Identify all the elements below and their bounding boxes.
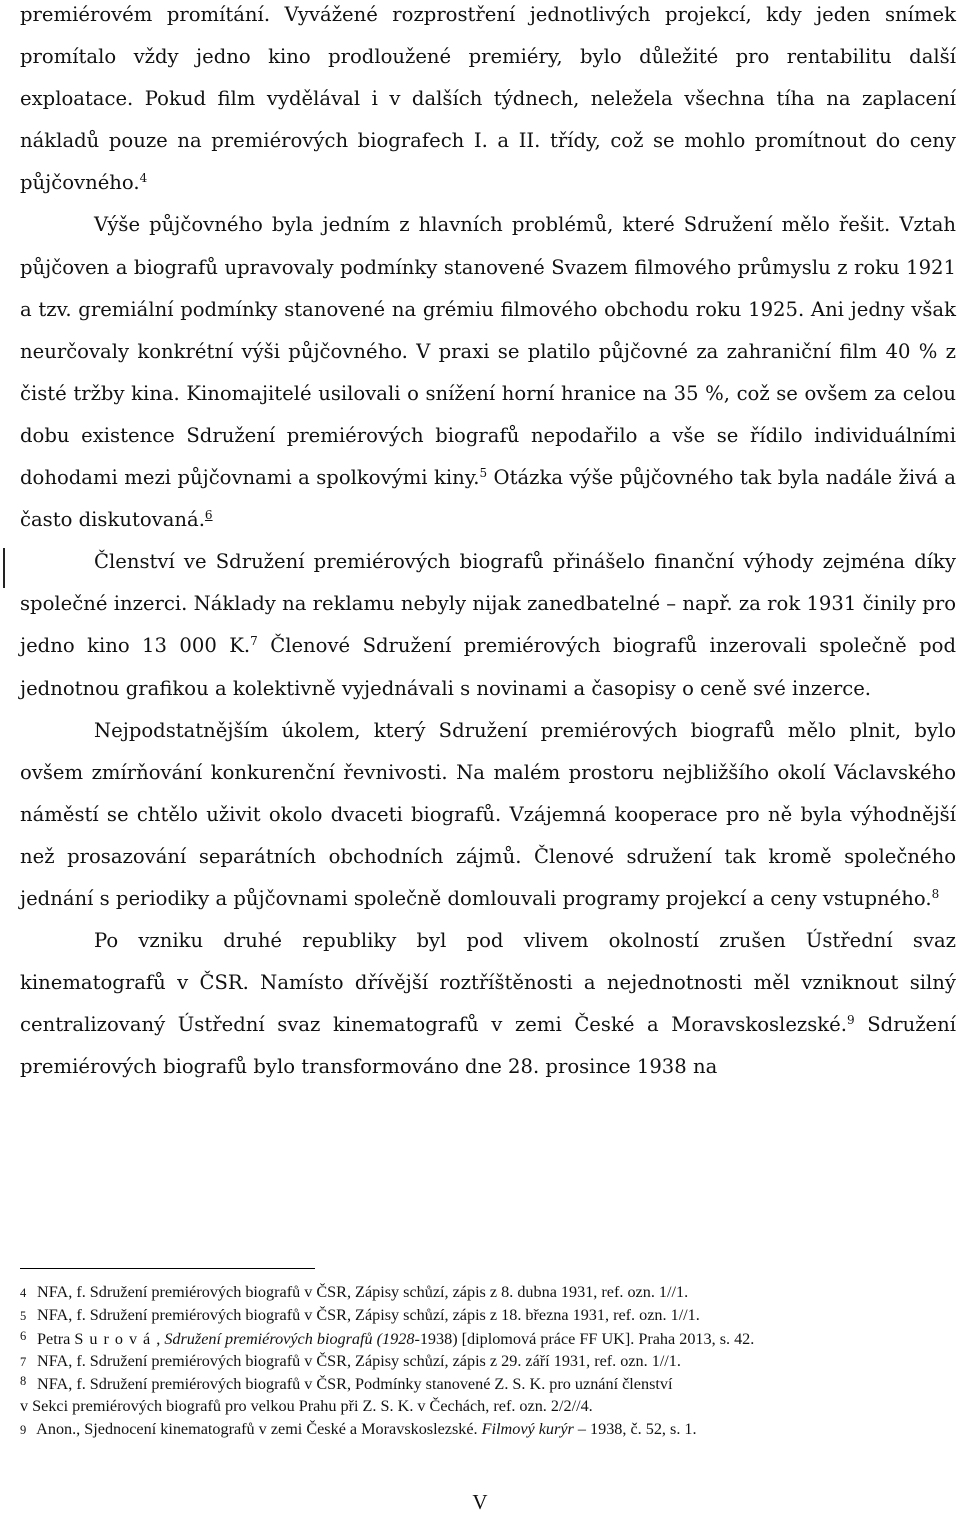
body-text <box>20 0 956 1088</box>
paragraph-1: premiérovém promítání. Vyvážené rozprostření jednotlivých projekcí, kdy jeden snímek promítalo vždy jedno kino prodloužené premiéry, bylo důležité pro rentabilitu další exploatace. Pokud film vydělával i v dalších týdnech, neležela všechna tíha na zaplacení nákladů pouze na premiérových biografech I. a II. třídy, což se mohlo promítnout do ceny půjčovného.$^4$ <box>20 3 956 195</box>
footnote-ref-7[interactable]: 7 <box>250 634 258 649</box>
paragraph-4: Nejpodstatnějším úkolem, který Sdružení premiérových biografů mělo plnit, bylo ovšem zmírňování konkurenční řevnivosti. Na malém prostoru nejbližšího okolí Václavského náměstí se chtělo uživit okolo dvaceti biografů. Vzájemná kooperace pro ně byla výhodnější než prosazování separátních obchodních zájmů. Členové sdružení tak kromě společného jednání s periodiky a půjčovnami společně domlouvali programy projekcí a ceny vstupného.$^8$ <box>20 718 956 910</box>
footnote-8-continuation: v Sekci premiérových biografů pro velkou Prahu při Z. S. K. v Čechách, ref. ozn. 2/2//4. <box>20 1397 593 1416</box>
footnote-ref-9[interactable]: 9 <box>847 1013 855 1028</box>
revision-bar <box>3 548 5 588</box>
footnote-separator <box>20 1268 315 1269</box>
thesis-title: Sdružení premiérových biografů (1928 <box>164 1329 415 1348</box>
periodical-title: Filmový kurýr <box>481 1419 574 1438</box>
paragraph-5: Po vzniku druhé republiky byl pod vlivem okolností zrušen Ústřední svaz kinematografů v ČSR. Namísto dřívější roztříštěnosti a nejednotnosti měl vzniknout silný centralizovaný Ústřední svaz kinematografů v zemi České a Moravskoslezské.$^9$ Sdružení premiérových biografů bylo transformováno dne 28. prosince 1938 na <box>20 929 957 1079</box>
footnotes <box>20 1281 960 1441</box>
paragraph-3: Členství ve Sdružení premiérových biografů přinášelo finanční výhody zejména díky společné inzerci. Náklady na reklamu nebyly nijak zanedbatelné – např. za rok 1931 činily pro jedno kino 13 000 K.$^7$ Členové Sdružení premiérových biografů inzerovali společně pod jednotnou grafikou a kolektivně vyjednávali s novinami a časopisy o ceně své inzerce. <box>20 550 956 700</box>
footnote-ref-4[interactable]: 4 <box>139 171 148 186</box>
footnote-ref-6[interactable]: 6 <box>204 508 213 523</box>
page-number: V <box>472 1490 488 1514</box>
author-name: Surová <box>74 1329 157 1348</box>
footnote-7: 7 NFA, f. Sdružení premiérových biografů v ČSR, Zápisy schůzí, zápis z 29. září 1931, ref. ozn. 1//1. <box>20 1351 681 1370</box>
footnote-6: 6 Petra Surová, Sdružení premiérových biografů (1928-1938) [diplomová práce FF UK]. Praha 2013, s. 42. <box>20 1328 755 1348</box>
footnote-5: 5 NFA, f. Sdružení premiérových biografů v ČSR, Zápisy schůzí, zápis z 18. března 1931, ref. ozn. 1//1. <box>20 1306 700 1325</box>
footnote-4: 4 NFA, f. Sdružení premiérových biografů v ČSR, Zápisy schůzí, zápis z 8. dubna 1931, ref. ozn. 1//1. <box>20 1283 689 1301</box>
footnote-9: 9 Anon., Sjednocení kinematografů v zemi České a Moravskoslezské. Filmový kurýr – 1938, č. 52, s. 1. <box>20 1419 697 1438</box>
footnote-ref-5[interactable]: 5 <box>479 466 488 481</box>
footnote-8: 8 NFA, f. Sdružení premiérových biografů v ČSR, Podmínky stanovené Z. S. K. pro uznání členství <box>20 1374 673 1394</box>
footnote-ref-8[interactable]: 8 <box>931 886 940 901</box>
paragraph-2: Výše půjčovného byla jedním z hlavních problémů, které Sdružení mělo řešit. Vztah půjčoven a biografů upravovaly podmínky stanovené Svazem filmového průmyslu z roku 1921 a tzv. gremiální podmínky stanovené na grémiu filmového obchodu roku 1925. Ani jedny však neurčovaly konkrétní výši půjčovného. V praxi se platilo půjčovné za zahraniční film 40 % z čisté tržby kina. Kinomajitelé usilovali o snížení horní hranice na 35 %, což se ovšem za celou dobu existence Sdružení premiérových biografů nepodařilo a vše se řídilo individuálními dohodami mezi půjčovnami a spolkovými kiny.$^5$ Otázka výše půjčovného tak byla nadále živá a často diskutovaná.$^6$ <box>20 213 956 532</box>
